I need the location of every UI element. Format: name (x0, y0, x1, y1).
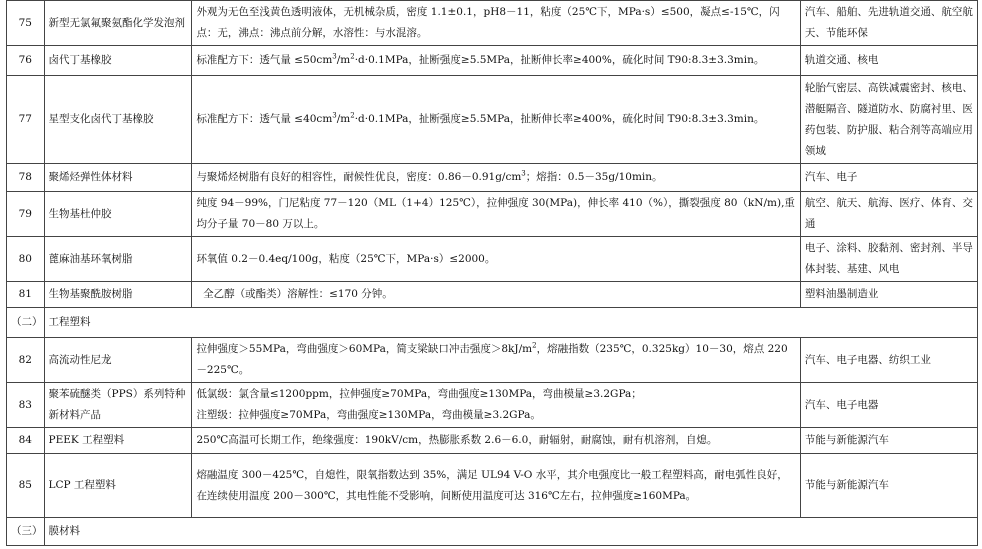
application-text: 汽车、电子电器、纺织工业 (800, 338, 977, 383)
spec-text (192, 164, 800, 192)
table-row (7, 164, 978, 192)
material-name: 聚苯硫醚类（PPS）系列特种新材料产品 (44, 383, 192, 428)
product-table (6, 0, 978, 546)
table-row (7, 282, 978, 308)
spec-prefix: 标准配方下：透气量 $\le 40cm^3/m^2\cdot d\cdot 0.1MPa$，扯断强度≥5.5MPa，扯断伸长率≥400%，硫化时间 T90:8.3±3.3min。 (196, 111, 765, 125)
table-row (7, 76, 978, 164)
application-text: 汽车、船舶、先进轨道交通、航空航天、节能环保 (800, 1, 977, 46)
spec-prefix: 拉伸强度＞55MPa，弯曲强度＞60MPa，简支梁缺口冲击强度$>8kJ/m^2$，熔融指数（235℃，0.325kg）10－30，熔点 220－225℃。 (196, 341, 788, 376)
material-name: 聚烯烃弹性体材料 (44, 164, 192, 192)
row-number: 82 (7, 338, 45, 383)
section-number: （二） (7, 308, 45, 338)
row-number: 78 (7, 164, 45, 192)
spec-text (192, 76, 800, 164)
table-body (7, 1, 978, 546)
row-number: 85 (7, 454, 45, 518)
spec-prefix: 与聚烯烃树脂有良好的相容性，耐候性优良，密度：$0.86-0.91g/cm^3$；熔指：0.5－35g/10min。 (196, 169, 663, 183)
section-row (7, 308, 978, 338)
section-title: 工程塑料 (44, 308, 978, 338)
section-title: 膜材料 (44, 518, 978, 546)
row-number: 79 (7, 192, 45, 237)
spec-text: 外观为无色至浅黄色透明液体，无机械杂质，密度 1.1±0.1，pH8－11，粘度（25℃下，MPa·s）≤500，凝点≤-15℃，闪点：无，沸点：沸点前分解，水溶性：与水混溶。 (192, 1, 800, 46)
table-row (7, 192, 978, 237)
spec-text: 低氯级：氯含量≤1200ppm，拉伸强度≥70MPa，弯曲强度≥130MPa，弯曲模量≥3.2GPa； 注塑级：拉伸强度≥70MPa，弯曲强度≥130MPa，弯曲模量≥3.2GPa。 (192, 383, 800, 428)
application-text: 轮胎气密层、高铁减震密封、核电、潜艇隔音、隧道防水、防腐衬里、医药包装、防护服、粘合剂等高端应用领域 (800, 76, 977, 164)
application-text: 电子、涂料、胶黏剂、密封剂、半导体封装、基建、风电 (800, 237, 977, 282)
table-row (7, 46, 978, 76)
table-row (7, 428, 978, 454)
table-row (7, 237, 978, 282)
application-text: 轨道交通、核电 (800, 46, 977, 76)
spec-prefix: 标准配方下：透气量 $\le 50cm^3/m^2\cdot d\cdot 0.1MPa$，扯断强度≥5.5MPa，扯断伸长率≥400%，硫化时间 T90:8.3±3.3min。 (196, 52, 765, 66)
application-text: 节能与新能源汽车 (800, 454, 977, 518)
spec-text: 250℃高温可长期工作，绝缘强度：190kV/cm，热膨胀系数 2.6－6.0，耐辐射，耐腐蚀，耐有机溶剂，自熄。 (192, 428, 800, 454)
application-text: 汽车、电子 (800, 164, 977, 192)
material-name: 新型无氯氟聚氨酯化学发泡剂 (44, 1, 192, 46)
application-text: 汽车、电子电器 (800, 383, 977, 428)
material-name: 生物基聚酰胺树脂 (44, 282, 192, 308)
spec-text (192, 338, 800, 383)
table-row (7, 383, 978, 428)
section-number: （三） (7, 518, 45, 546)
row-number: 77 (7, 76, 45, 164)
material-name: 高流动性尼龙 (44, 338, 192, 383)
row-number: 84 (7, 428, 45, 454)
application-text: 节能与新能源汽车 (800, 428, 977, 454)
spec-text: 全乙醇（或酯类）溶解性：≤170 分钟。 (192, 282, 800, 308)
material-name: 卤代丁基橡胶 (44, 46, 192, 76)
row-number: 83 (7, 383, 45, 428)
material-name: LCP 工程塑料 (44, 454, 192, 518)
spec-text: 纯度 94－99%，门尼粘度 77－120（ML（1+4）125℃），拉伸强度 30(MPa)，伸长率 410（%），撕裂强度 80（kN/m),重均分子量 70－80 万以上。 (192, 192, 800, 237)
material-name: PEEK 工程塑料 (44, 428, 192, 454)
spec-text (192, 46, 800, 76)
row-number: 75 (7, 1, 45, 46)
row-number: 81 (7, 282, 45, 308)
table-row (7, 338, 978, 383)
row-number: 80 (7, 237, 45, 282)
table-row (7, 454, 978, 518)
row-number: 76 (7, 46, 45, 76)
material-name: 蓖麻油基环氧树脂 (44, 237, 192, 282)
application-text: 航空、航天、航海、医疗、体育、交通 (800, 192, 977, 237)
spec-text: 环氧值 0.2－0.4eq/100g，粘度（25℃下，MPa·s）≤2000。 (192, 237, 800, 282)
material-name: 生物基杜仲胶 (44, 192, 192, 237)
material-name: 星型支化卤代丁基橡胶 (44, 76, 192, 164)
table-row (7, 1, 978, 46)
spec-text: 熔融温度 300－425℃，自熄性，限氧指数达到 35%，满足 UL94 V-O 水平，其介电强度比一般工程塑料高，耐电弧性良好，在连续使用温度 200－300℃，其电性能不受影响，间断使用温度可达 316℃左右，拉伸强度≥160MPa。 (192, 454, 800, 518)
section-row (7, 518, 978, 546)
application-text: 塑料油墨制造业 (800, 282, 977, 308)
